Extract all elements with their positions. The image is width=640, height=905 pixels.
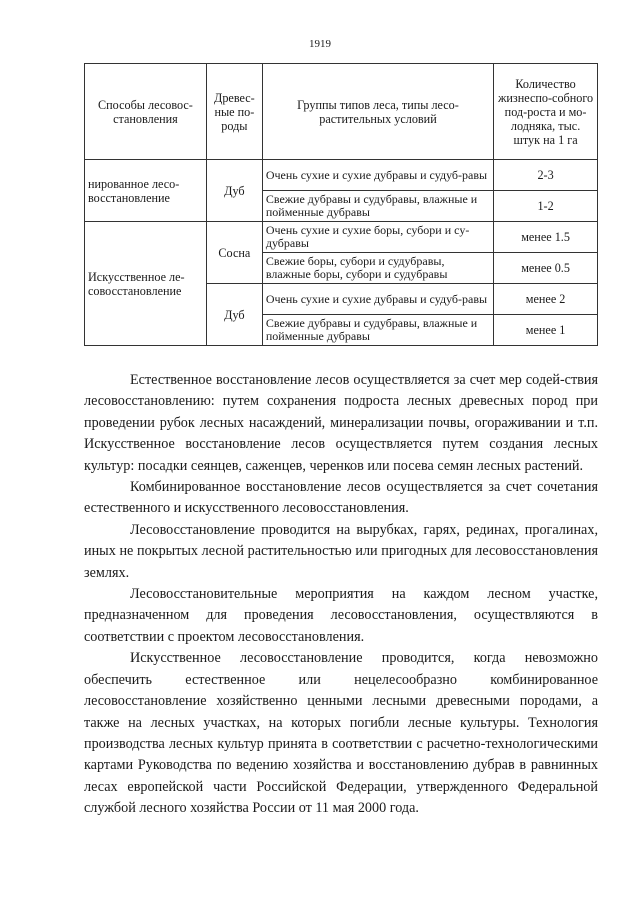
method-combined-cell: нированное лесо-восстановление <box>85 160 207 222</box>
quantity-cell: менее 1.5 <box>494 222 598 253</box>
quantity-cell: 2-3 <box>494 160 598 191</box>
paragraph: Комбинированное восстановление лесов осуществляется за счет сочетания естественного и искусственного лесовосстановления. <box>84 479 598 517</box>
quantity-cell: менее 2 <box>494 284 598 315</box>
forest-type-cell: Свежие дубравы и судубравы, влажные и пойменные дубравы <box>262 191 493 222</box>
forest-type-cell: Очень сухие и сухие дубравы и судуб-равы <box>262 160 493 191</box>
header-species: Древес-ные по-роды <box>206 64 262 160</box>
paragraph: Искусственное лесовосстановление проводится, когда невозможно обеспечить естественное или нецелесообразно комбинированное лесовосстановление хозяйственно ценными лесными древесными породами, а также на лесных участках, на которых погибли лесные культуры. Технология производства лесных культур принята в соответствии с расчетно-технологическими картами Руководства по ведению хозяйства и восстановлению дубрав в равнинных лесах европейской части Российской Федерации, утвержденного Федеральной службой лесного хозяйства России от 11 мая 2000 года. <box>84 650 598 817</box>
method-artificial-cell: Искусственное ле-совосстановление <box>85 222 207 346</box>
species-pine-cell: Сосна <box>206 222 262 284</box>
body-text <box>84 370 598 820</box>
quantity-cell: 1-2 <box>494 191 598 222</box>
species-oak-cell: Дуб <box>206 160 262 222</box>
header-method: Способы лесовос-становления <box>85 64 207 160</box>
paragraph: Лесовосстановительные мероприятия на каждом лесном участке, предназначенном для проведения лесовосстановления, осуществляются в соответствии с проектом лесовосстановления. <box>84 586 598 645</box>
table-row <box>85 160 598 191</box>
paragraph: Лесовосстановление проводится на вырубках, гарях, рединах, прогалинах, иных не покрытых лесной растительностью или пригодных для лесовосстановления землях. <box>84 521 598 581</box>
quantity-cell: менее 1 <box>494 315 598 346</box>
forest-type-cell: Очень сухие и сухие дубравы и судуб-равы <box>262 284 493 315</box>
species-oak-cell: Дуб <box>206 284 262 346</box>
forest-restoration-table <box>84 63 598 346</box>
page-number: 1919 <box>309 38 331 50</box>
forest-type-cell: Свежие боры, субори и судубравы, влажные боры, субори и судубравы <box>262 253 493 284</box>
table-row <box>85 222 598 253</box>
header-forest-type-group: Группы типов леса, типы лесо-растительных условий <box>262 64 493 160</box>
table-header-row <box>85 64 598 160</box>
forest-type-cell: Свежие дубравы и судубравы, влажные и пойменные дубравы <box>262 315 493 346</box>
forest-type-cell: Очень сухие и сухие боры, субори и су-дубравы <box>262 222 493 253</box>
quantity-cell: менее 0.5 <box>494 253 598 284</box>
paragraph: Естественное восстановление лесов осуществляется за счет мер содей-ствия лесовосстановлению: путем сохранения подроста лесных древесных пород при проведении рубок лесных насаждений, минерализации почвы, огораживании и т.п. Искусственное восстановление лесов осуществляется путем создания лесных культур: посадки сеянцев, саженцев, черенков или посева семян лесных растений. <box>84 372 598 474</box>
header-quantity: Количество жизнеспо-собного под-роста и мо-лодняка, тыс. штук на 1 га <box>494 64 598 160</box>
